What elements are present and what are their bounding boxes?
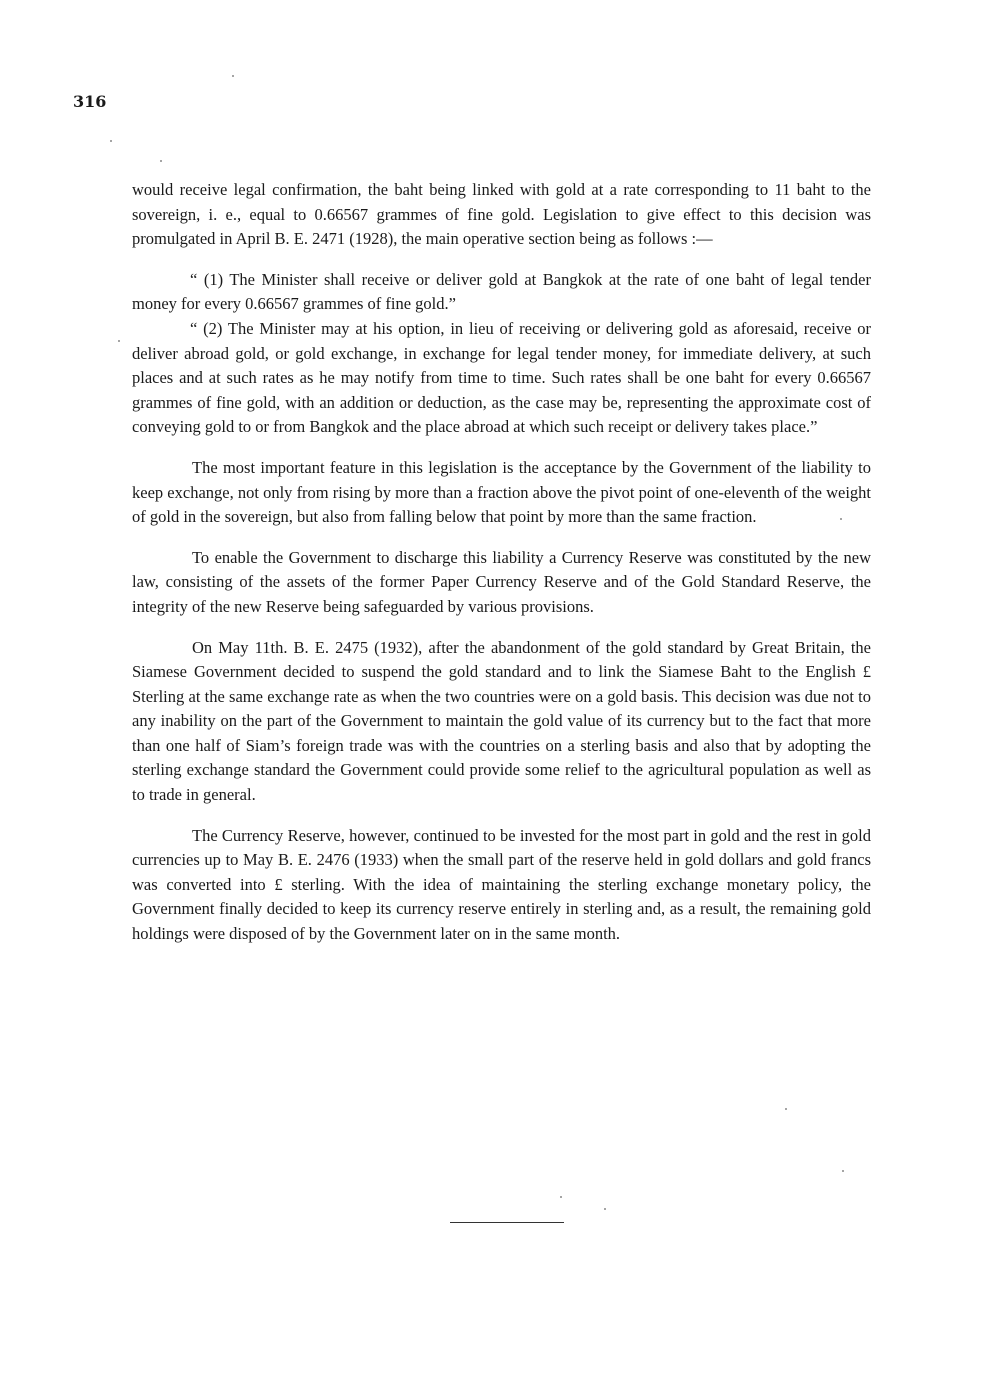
scan-speck (840, 518, 842, 520)
paragraph-gold-standard-suspension: On May 11th. B. E. 2475 (1932), after the abandonment of the gold standard by Great Britain, the Siamese Government decided to suspend the gold standard and to link the Siamese Baht to the English £ Sterling at the same exchange rate as when the two countries were on a gold basis. This decision was due not to any inability on the part of the Government to maintain the gold value of its currency but to the fact that more than one half of Siam’s foreign trade was with the countries on a sterling basis and also that by adopting the sterling exchange standard the Government could provide some relief to the agricultural population as well as to trade in general. (132, 637, 871, 805)
scan-speck (604, 1208, 606, 1210)
paragraph-continuation: would receive legal confirmation, the baht being linked with gold at a rate corresponding to 11 baht to the sovereign, i. e., equal to 0.66567 grammes of fine gold. Legislation to give effect to this decision was promulgated in April B. E. 2471 (1928), the main operative section being as follows :— (132, 180, 871, 249)
page-number: 316 (73, 92, 107, 111)
scan-speck (560, 1196, 562, 1198)
quoted-clause-1: “ (1) The Minister shall receive or deliver gold at Bangkok at the rate of one baht of legal tender money for every 0.66567 grammes of fine gold.” (132, 269, 871, 314)
scan-speck (110, 140, 112, 142)
paragraph-sterling-reserve: The Currency Reserve, however, continued to be invested for the most part in gold and the rest in gold currencies up to May B. E. 2476 (1933) when the small part of the reserve held in gold dollars and gold francs was converted into £ sterling. With the idea of maintaining the sterling exchange monetary policy, the Government finally decided to keep its currency reserve entirely in sterling and, as a result, the remaining gold holdings were disposed of by the Government later on in the same month. (132, 825, 871, 944)
quoted-clause-2: “ (2) The Minister may at his option, in lieu of receiving or delivering gold as aforesaid, receive or deliver abroad gold, or gold exchange, in exchange for legal tender money, for immediate delivery, at such places and at such rates as he may notify from time to time. Such rates shall be one baht for every 0.66567 grammes of fine gold, with an addition or deduction, as the case may be, representing the approximate cost of conveying gold to or from Bangkok and the place abroad at which such receipt or delivery takes place.” (132, 318, 871, 437)
end-rule-divider (450, 1222, 564, 1223)
scan-speck (160, 160, 162, 162)
scan-speck (118, 340, 120, 342)
paragraph-important-feature: The most important feature in this legislation is the acceptance by the Government of the liability to keep exchange, not only from rising by more than a fraction above the pivot point of one-eleventh of the weight of gold in the sovereign, but also from falling below that point by more than the same fraction. (132, 457, 871, 527)
scan-speck (232, 75, 234, 77)
document-body (132, 178, 871, 947)
scan-speck (785, 1108, 787, 1110)
paragraph-currency-reserve: To enable the Government to discharge this liability a Currency Reserve was constituted by the new law, consisting of the assets of the former Paper Currency Reserve and of the Gold Standard Reserve, the integrity of the new Reserve being safeguarded by various provisions. (132, 547, 871, 616)
scan-speck (842, 1170, 844, 1172)
